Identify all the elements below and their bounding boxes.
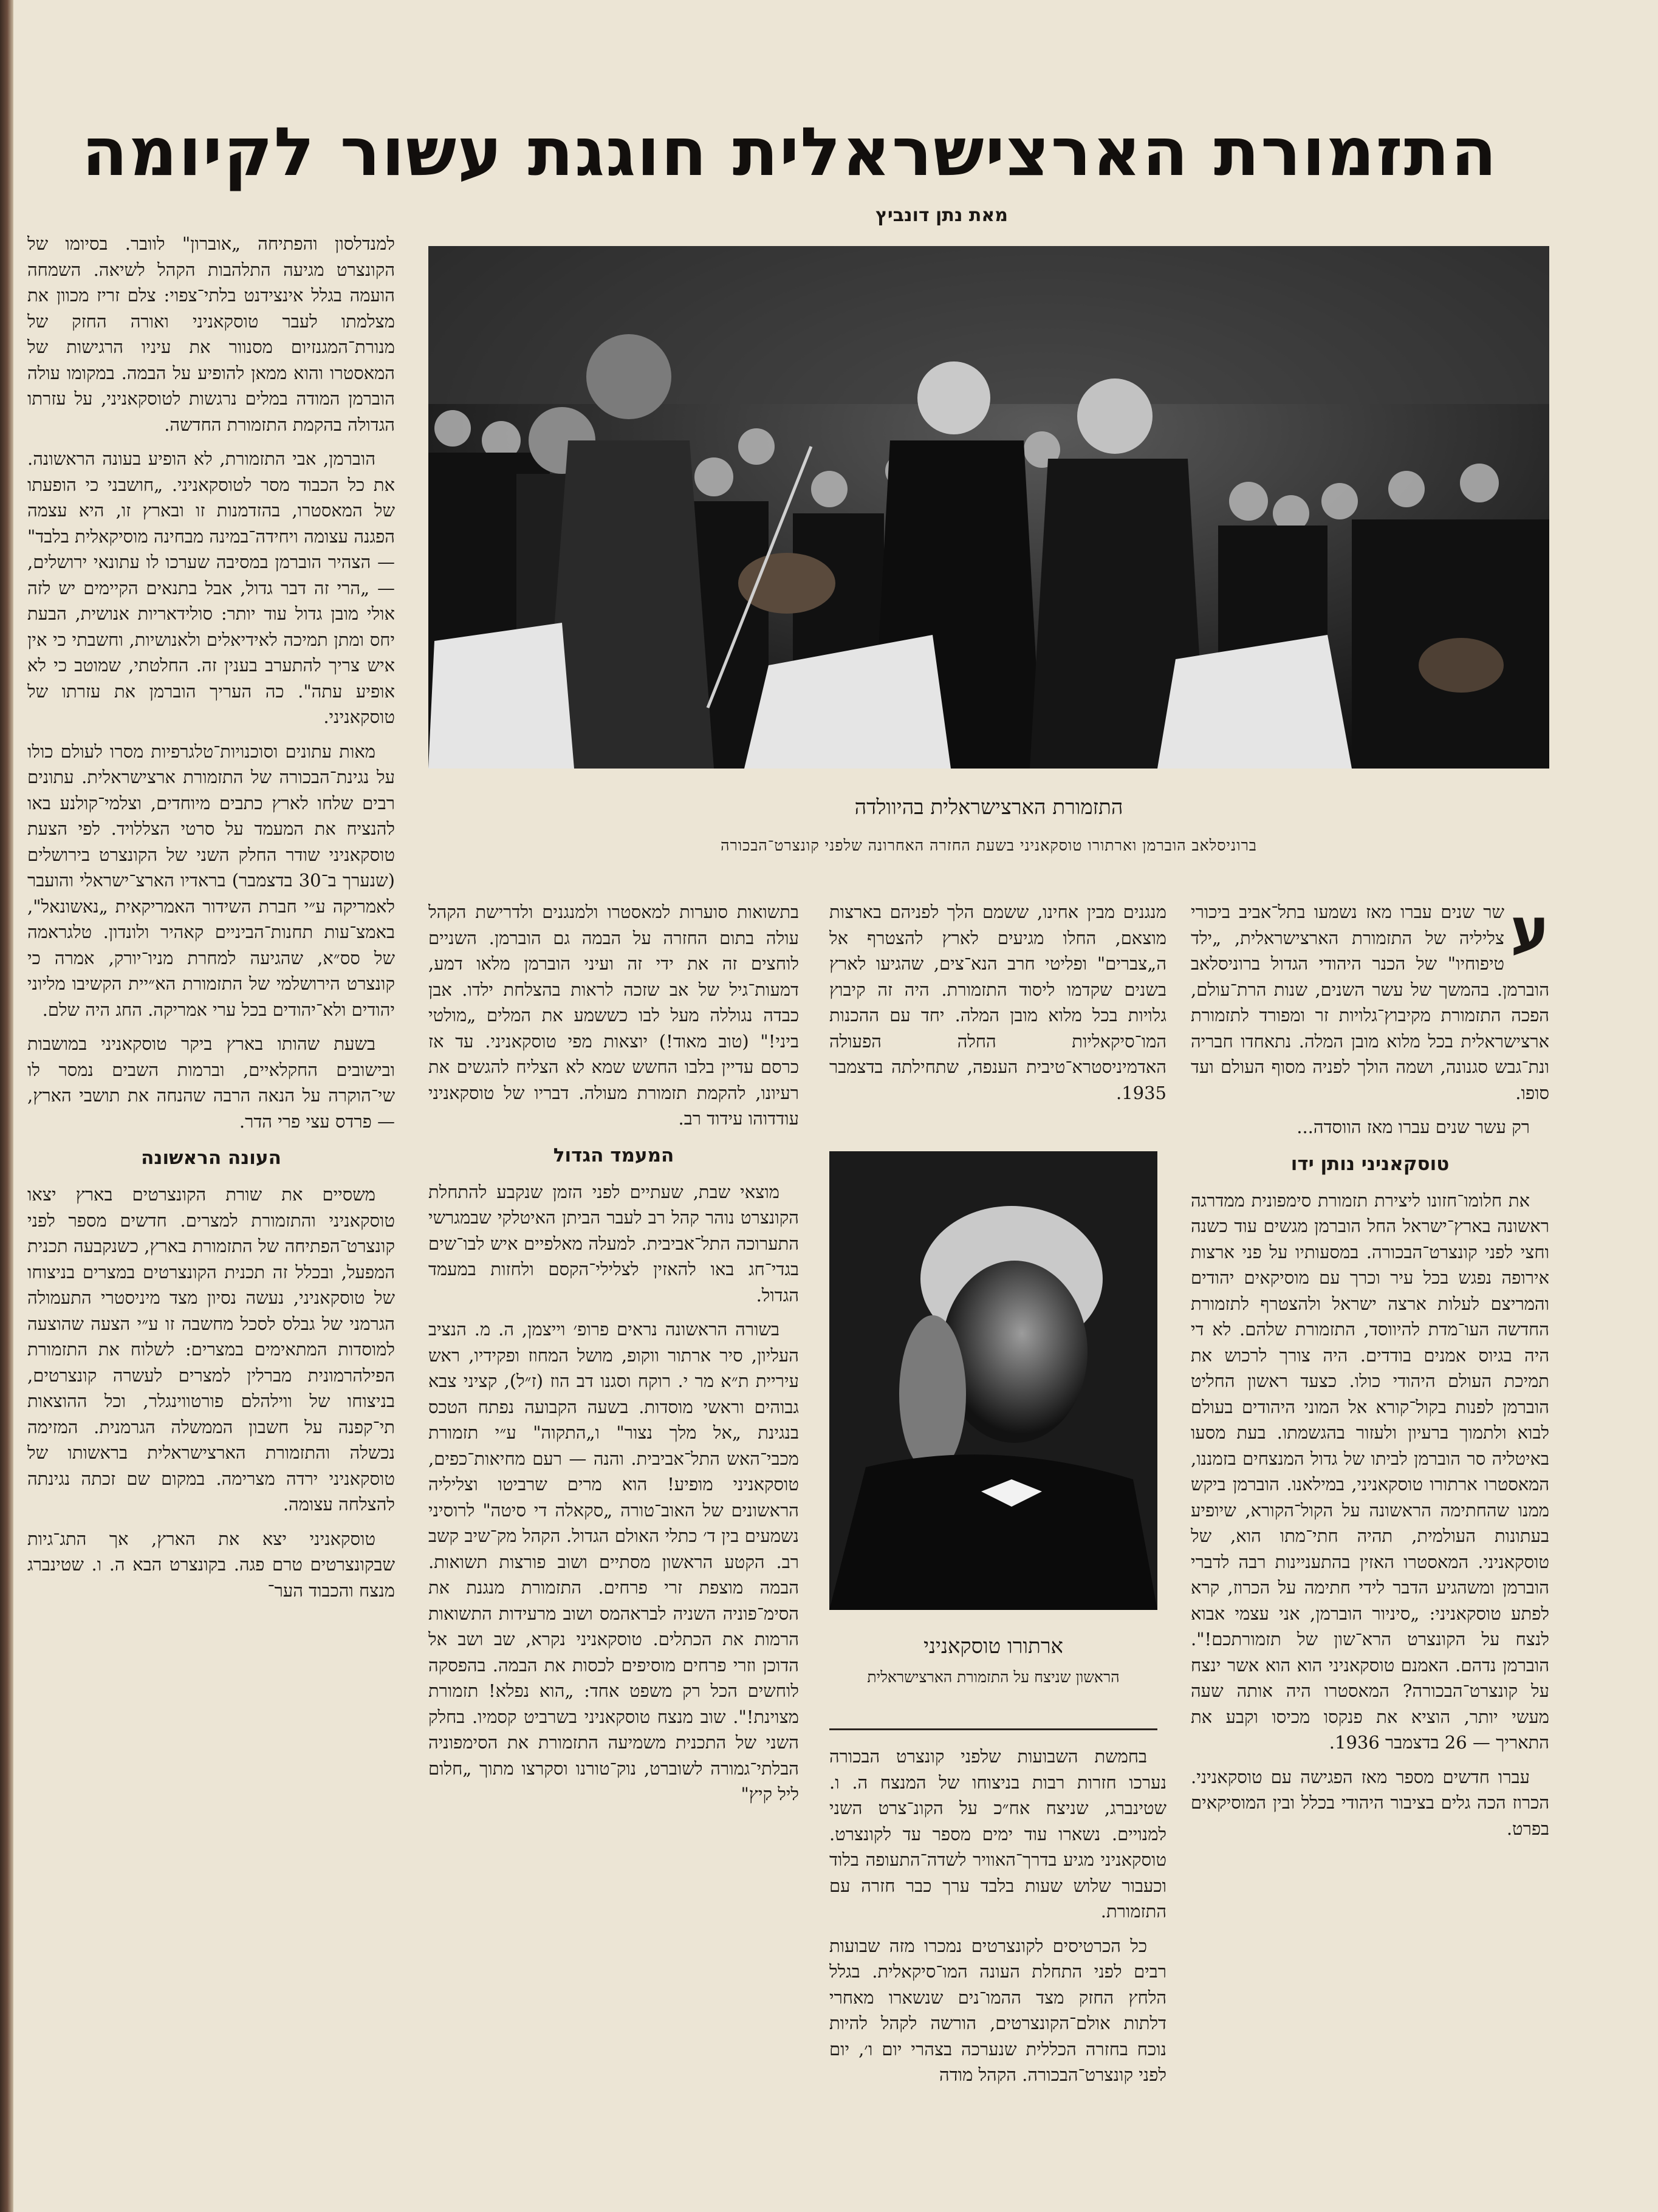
- paragraph: בשעת שהותו בארץ ביקר טוסקאניני במושבות ובישובים החקלאיים, וברמות השבים נמסר לו שי־הוקרה על הנאה הרבה שהנחה את תושבי הארץ, — פרדס עצי פרי הדר.: [27, 1033, 395, 1132]
- orchestra-photo: [428, 246, 1549, 769]
- portrait-caption: ארתורו טוסקאניני: [923, 1634, 1063, 1659]
- article-byline: מאת נתן דונביץ: [875, 205, 1008, 226]
- portrait-divider: [829, 1728, 1157, 1730]
- paragraph: רק עשר שנים עברו מאז הווסדה...: [1297, 1117, 1530, 1137]
- paragraph: בחמשת השבועות שלפני קונצרט הבכורה נערכו חזרות רבות בניצוחו של המנצח ה. ו. שטינברג, שניצח אח״כ על הקונ־צרט השני למנויים. נשארו עוד ימים מספר עד לקונצרט. טוסקאניני מגיע בדרך־האוויר לשדה־התעופה בלוד וכעבור שלוש שעות בלבד ערך כבר חזרה עם התזמורת.: [829, 1746, 1166, 1922]
- paragraph: מוצאי שבת, שעתיים לפני הזמן שנקבע להתחלת הקונצרט נוהר קהל רב לעבר הביתן האיטלקי שבמגרשי התערוכה התל־אביבית. למעלה מאלפיים איש לבו־שים בגדי־חג באו להאזין לצלילי־הקסם ולחזות במעמד הגדול.: [428, 1181, 799, 1306]
- book-binding: [0, 0, 13, 2212]
- orchestra-photo-graphic: [428, 246, 1549, 769]
- paragraph: טוסקאניני יצא את הארץ, אך התג־גיות שבקונצרטים טרם פגה. בקונצרט הבא ה. ו. שטינברג מנצח והכבוד הער־: [27, 1528, 395, 1601]
- toscanini-portrait-photo: [829, 1151, 1157, 1610]
- paragraph: למנדלסון והפתיחה „אוברון" לוובר. בסיומו של הקונצרט מגיעה התלהבות הקהל לשיאה. השמחה הועמה בגלל אינצידנט בלתי־צפוי: צלם זריז מכוון את מצלמתו לעבר טוסקאניני ואורה החזק של מנורת־המגנזיום מסנוור את עיניו הרגישות של המאסטרו והוא ממאן להופיע על הבמה. במקומו עולה הוברמן המודה במלים נרגשות לטוסקאניני, על עזרתו הגדולה בהקמת התזמורת החדשה.: [27, 233, 395, 435]
- paragraph: כל הכרטיסים לקונצרטים נמכרו מזה שבועות רבים לפני התחלת העונה המו־סיקאלית. בגלל הלחץ החזק מצד ההמו־נים שנשארו מאחרי דלתות אולם־הקונצרטים, הורשה לקהל להיות נוכח בחזרה הכללית שנערכה בצהרי יום ו׳, יום לפני קונצרט־הבכורה. הקהל מודה: [829, 1935, 1166, 2085]
- section-heading: העונה הראשונה: [141, 1147, 281, 1169]
- article-column-center: [428, 899, 799, 2205]
- paragraph: מנגנים מבין אחינו, ששמם הלך לפניהם בארצות מוצאם, החלו מגיעים לארץ להצטרף אל ה„צברים" ופליטי חרב הנא־צים, שהגיעו לארץ בשנים שקדמו ליסוד התזמורת. היה זה קיבוץ גלויות בכל מלוא מובן המלה. יחד עם ההכנות המו־סיקאליות החלה הפעולה האדמיניסטרא־טיבית הענפה, שתחילתה בדצמבר 1935.: [829, 902, 1166, 1103]
- paragraph: את חלומו־חזונו ליצירת תזמורת סימפונית ממדרגה ראשונה בארץ־ישראל החל הוברמן מגשים עוד כשנה וחצי לפני קונצרט־הבכורה. במסעותיו על פני ארצות אירופה נפגש בכל עיר וכרך עם מוסיקאים יהודים והמריצם לעלות ארצה ישראל ולהצטרף לתזמורת החדשה העו־מדת להיווסד, התזמורת שלהם. לא די היה בגיוס אמנים בודדים. היה צורך לרכוש את תמיכת העולם היהודי כולו. כצעד ראשון החליט הוברמן לפנות בקול־קורא אל המוני היהודים בעולם לבוא ולתמוך ברעיון ולעזור בהגשמתו. בעת מסעו באיטליה סר הוברמן לביתו של גדול המנצחים בזמננו, המאסטרו ארתורו טוסקאניני, במילאנו. הוברמן ביקש ממנו שהחתימה הראשונה על הקול־הקורא, שיופיע בעתונות העולמית, תהיה חתי־מתו הוא, של טוסקאניני. המאסטרו האזין בהתעניינות רבה לדברי הוברמן ומשהגיע הדבר לידי חתימה על הכרוז, קרא לפתע טוסקאניני: „סיניור הוברמן, אני עצמי אבוא לנצח על הקונצרט הרא־שון של תזמורתכם!". הוברמן נדהם. האמנם טוסקאניני הוא הוא אשר ינצח על קונצרט־הבכורה? המאסטרו היה אותה שעה מעשי יותר, הוציא את פנקסו מכיסו וקבע את התאריך — 26 בדצמבר 1936.: [1191, 1190, 1549, 1753]
- section-heading: המעמד הגדול: [553, 1144, 674, 1166]
- toscanini-portrait-graphic: [829, 1151, 1157, 1610]
- section-heading: טוסקאניני נותן ידו: [1290, 1152, 1450, 1175]
- article-headline: התזמורת הארצישראלית חוגגת עשור לקיומה: [81, 113, 1498, 191]
- paragraph: בתשואות סוערות למאסטרו ולמנגנים ולדרישת הקהל עולה בתום החזרה על הבמה גם הוברמן. השניים לוחצים זה את ידי זה ועיני הוברמן מלאו דמע, דמעות־גיל של אב שזכה לראות בהצלחת ילדו. אבן כבדה נגוללה מעל לבו כששמע את המלים „מולטי ביני!" (טוב מאוד!) יוצאות מפי טוסקאניני. עד אז כרסם עדיין בלבו החשש שמא לא הצליח להגשים את רעיונו, להקמת תזמורת מעולה. דבריו של טוסקאניני עודדוהו עידוד רב.: [428, 902, 799, 1129]
- paragraph: מאות עתונים וסוכנויות־טלגרפיות מסרו לעולם כולו על נגינת־הבכורה של התזמורת ארצישראלית. עתונים רבים שלחו לארץ כתבים מיוחדים, וצלמי־קולנע באו להנציח את המעמד על סרטי הצללויד. לפי הצעת טוסקאניני שודר החלק השני של הקונצרט בירושלים (שנערך ב־30 בדצמבר) בראדיו הארצ־ישראלי והועבר לאמריקה ע״י חברת השידור האמריקאית „נאשונאל", באמצ־עות תחנות־הביניים קאהיר ולונדון. טלגראמה של סס״א, שהגיעה למחרת מניו־יורק, אמרה כי קונצרט הירושלמי של התזמורת הא״יית הקשיבו מליוני יהודים ולא־יהודים בכל ערי אמריקה. החג היה שלם.: [27, 741, 395, 1020]
- paragraph: שר שנים עברו מאז נשמעו בתל־אביב ביכורי צליליה של התזמורת הארצישראלית, „ילד טיפוחיו" של הכנר היהודי הגדול ברוניסלאב הוברמן. בהמשך של עשר השנים, שנות הרת־עולם, הפכה התזמורת מקיבוץ־גלויות זר ומפורד לתזמורת ארצישראלית בכל מלוא מובן המלה. נתאחדו חבריה ונת־גבש סגנונה, ושמה הולך לפניה מסוף העולם ועד סופו.: [1191, 902, 1549, 1103]
- drop-cap: ע: [1510, 899, 1549, 964]
- main-photo-subcaption: ברוניסלאב הוברמן וארתורו טוסקאניני בשעת החזרה האחרונה שלפני קונצרט־הבכורה: [721, 837, 1257, 854]
- article-column-middle-top: [829, 899, 1166, 1136]
- portrait-subcaption: הראשון שניצח על התזמורת הארצישראלית: [867, 1668, 1120, 1686]
- article-column-middle-bottom: [829, 1744, 1166, 2205]
- paragraph: עברו חדשים מספר מאז הפגישה עם טוסקאניני. הכרוז הכה גלים בציבור היהודי בכלל ובין המוסיקאים בפרט.: [1191, 1766, 1549, 1839]
- article-column-lede: [1191, 899, 1549, 2205]
- paragraph: משסיים את שורת הקונצרטים בארץ יצאו טוסקאניני והתזמורת למצרים. חדשים מספר לפני קונצרט־הפתיחה של התזמורת בארץ, כשנקבעה תכנית המפעל, ובכלל זה תכנית הקונצרטים במצרים בניצוחו של טוסקאניני, נעשה נסיון מצד מיניסטרי התעמולה הגרמני של גבלס לסכל מחשבה זו ע״י הצעה שהוצעה למוסדות המתאימים במצרים: לשלוח את התזמורת הפילהרמונית מברלין למצרים לעשרה קונצרטים, בניצוחו של ווילהלם פורטווינגלר, וכל ההוצאות תי־קפנה על חשבון הממשלה הגרמנית. המזימה נכשלה והתזמורת הארצישראלית בראשותו של טוסקאניני ירדה מצרימה. במקום שם זכתה נגינתה להצלחה עצומה.: [27, 1184, 395, 1515]
- paragraph: הוברמן, אבי התזמורת, לא הופיע בעונה הראשונה. את כל הכבוד מסר לטוסקאניני. „חושבני כי הופעתו של המאסטרו, בהזדמנות זו ובארץ זו, היא עצמה הפגנה עצומה ויחידה־במינה מבחינה מוסיקאלית בלבד" — הצהיר הוברמן במסיבה שערכו לו עתונאי ירושלים, — „הרי זה דבר גדול, אבל בתנאים הקיימים יש לזה אולי מובן גדול עוד יותר: סולידאריות אנושית, הבעת יחס ומתן תמיכה לאידיאלים ולאנושיות, וחשבתי כי אין איש צריך להתערב בענין זה. החלטתי, שמוטב כי לא אופיע עתה". כה העריך הוברמן את עזרתו של טוסקאניני.: [27, 448, 395, 727]
- main-photo-caption: התזמורת הארצישראלית בהיוולדה: [854, 795, 1123, 820]
- paragraph: בשורה הראשונה נראים פרופ׳ וייצמן, ה. מ. הנציב העליון, סיר ארתור ווקופ, מושל המחוז ופקידיו, ראש עיריית ת״א מר י. רוקח וסגנו דב הוז (ז״ל), קציני צבא גבוהים וראשי מוסדות. בשעה הקבועה נפתח הטכס בנגינת „אל מלך נצור" ו„התקוה" ע״י תזמורת מכבי־האש התל־אביבית. והנה — רעם מחיאות־כפים, טוסקאניני מופיע! הוא מרים שרביטו וצליליה הראשונים של האוב־טורה „סקאלה די סיטה" לרוסיני נשמעים בין ד׳ כתלי האולם הגדול. הקהל מק־שיב קשב רב. הקטע הראשון מסתיים ושוב פורצות תשואות. הבמה מוצפת זרי פרחים. התזמורת מנגנת את הסימ־פוניה השניה לבראהמס ושוב מרעידות התשואות הרמות את הכתלים. טוסקאניני נקרא, שב ושב אל הדוכן וזרי פרחים מוסיפים לכסות את הבמה. בהפסקה לוחשים הכל רק משפט אחד: „הוא נפלא! תזמורת מצוינת!". שוב מנצח טוסקאניני בשרביט קסמיו. בחלק השני של התכנית משמיעה התזמורת את הסימפוניה הבלתי־גמורה לשוברט, נוק־טורנו וסקרצו מתוך „חלום ליל קיץ": [428, 1319, 799, 1804]
- article-column-left: [27, 231, 395, 2205]
